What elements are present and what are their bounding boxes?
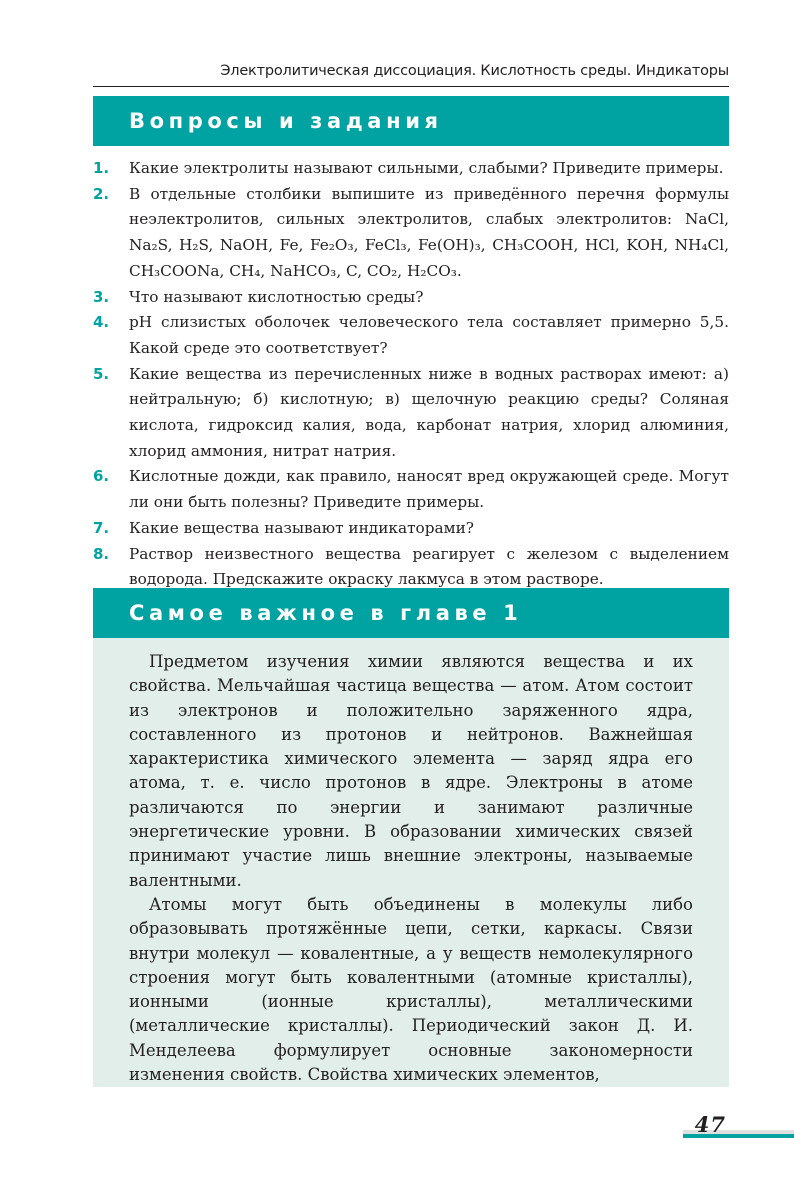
running-head: Электролитическая диссоциация. Кислотность среды. Индикаторы	[93, 62, 729, 87]
question-number: 7.	[93, 518, 110, 537]
question-number: 4.	[93, 313, 110, 332]
question-number: 6.	[93, 467, 110, 486]
page-number: 47	[694, 1112, 726, 1137]
formula-list: NaCl, Na₂S, H₂S, NaOH, Fe, Fe₂O₃, FeCl₃, Fe(OH)₃, CH₃COOH, HCl, KOH, NH₄Cl, CH₃COONa, CH₄, NaHCO₃, C, CO₂, H₂CO₃.	[129, 210, 729, 280]
question-item	[93, 156, 729, 182]
question-item	[93, 285, 729, 311]
question-item	[93, 362, 729, 465]
question-number: 3.	[93, 287, 110, 306]
question-text: Какие вещества называют индикаторами?	[129, 518, 474, 537]
question-number: 8.	[93, 544, 110, 563]
summary-paragraph: Предметом изучения химии являются вещества и их свойства. Мельчайшая частица вещества — атом. Атом состоит из электронов и положительно заряженного ядра, составленного из протонов и нейтронов. Важнейшая характеристика химического элемента — заряд ядра его атома, т. е. число протонов в ядре. Электроны в атоме различаются по энергии и занимают различные энергетические уровни. В образовании химических связей принимают участие лишь внешние электроны, называемые валентными.	[129, 652, 693, 890]
summary-section-title: Самое важное в главе 1	[93, 588, 729, 638]
questions-list	[93, 156, 729, 593]
page-footer	[683, 1110, 794, 1136]
question-number: 1.	[93, 159, 110, 177]
question-text: Какие вещества из перечисленных ниже в водных растворах имеют: а) нейтральную; б) кислотную; в) щелочную реакцию среды? Соляная кислота, гидроксид калия, вода, карбонат натрия, хлорид алюминия, хлорид аммония, нитрат натрия.	[129, 364, 729, 460]
summary-paragraph: Атомы могут быть объединены в молекулы либо образовывать протяжённые цепи, сетки, каркасы. Связи внутри молекул — ковалентные, а у веществ немолекулярного строения могут быть ковалентными (атомные кристаллы), ионными (ионные кристаллы), металлическими (металлические кристаллы). Периодический закон Д. И. Менделеева формулирует основные закономерности изменения свойств. Свойства химических элементов,	[129, 894, 693, 1085]
question-number: 2.	[93, 184, 110, 203]
question-item	[93, 182, 729, 285]
question-text: Что называют кислотностью среды?	[129, 287, 424, 306]
question-item	[93, 464, 729, 515]
questions-section-title: Вопросы и задания	[93, 96, 729, 146]
question-text: В отдельные столбики выпишите из приведённого перечня формулы неэлектролитов, сильных электролитов, слабых электролитов:	[129, 184, 729, 229]
question-text: Какие электролиты называют сильными, слабыми? Приведите примеры.	[129, 159, 724, 177]
question-text: Раствор неизвестного вещества реагирует с железом с выделением водорода. Предскажите окраску лакмуса в этом растворе.	[129, 544, 729, 589]
question-item	[93, 542, 729, 593]
question-item	[93, 516, 729, 542]
question-text: pH слизистых оболочек человеческого тела составляет примерно 5,5. Какой среде это соответствует?	[129, 313, 729, 357]
question-item	[93, 310, 729, 361]
question-number: 5.	[93, 364, 110, 383]
summary-box	[93, 638, 729, 1087]
question-text: Кислотные дожди, как правило, наносят вред окружающей среде. Могут ли они быть полезны? Приведите примеры.	[129, 467, 729, 512]
